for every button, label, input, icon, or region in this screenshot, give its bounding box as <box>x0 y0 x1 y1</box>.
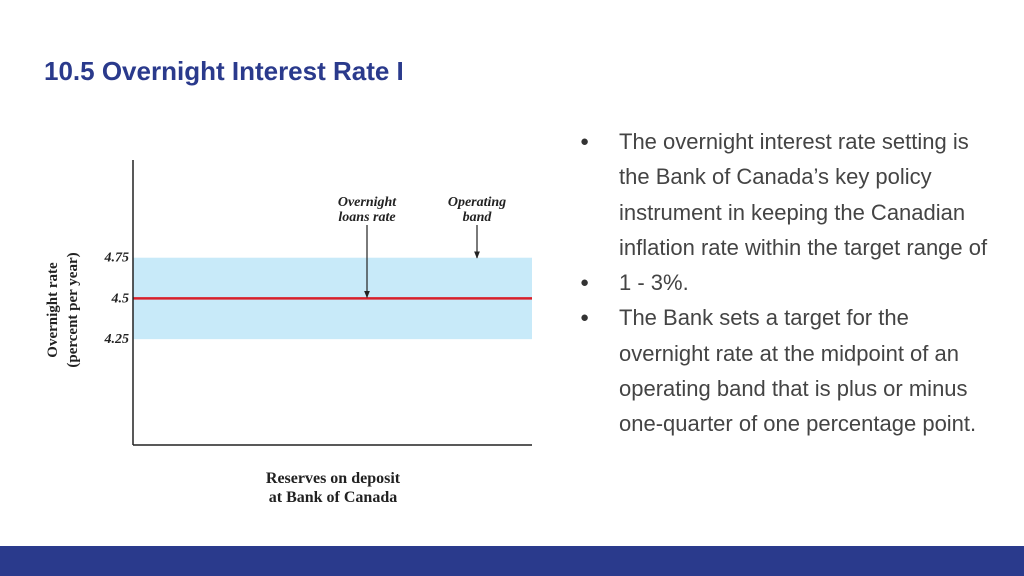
bullet-item <box>580 124 1000 265</box>
x-axis-label: Reserves on deposit <box>265 470 401 487</box>
y-tick-label: 4.25 <box>104 332 129 348</box>
bullet-text: The overnight interest rate setting is the Bank of Canada’s key policy instrument in keeping the Canadian inflation rate within the target range of <box>619 129 988 260</box>
y-axis-label: (percent per year) <box>65 252 81 368</box>
bullet-dot-icon: ● <box>580 309 590 327</box>
y-tick-label: 4.75 <box>104 250 129 266</box>
footer-bar <box>0 546 1024 576</box>
y-tick-label: 4.5 <box>111 291 129 307</box>
annotation-label: Overnight <box>337 195 397 210</box>
bullet-dot-icon: ● <box>580 133 590 150</box>
annotation-label: Operating <box>447 195 507 210</box>
bullet-list <box>580 124 1000 442</box>
overnight-rate-chart <box>0 140 560 520</box>
slide-title: 10.5 Overnight Interest Rate I <box>44 56 404 86</box>
bullet-text: 1 - 3%. <box>619 270 689 296</box>
annotation-label: loans rate <box>338 210 396 225</box>
bullet-text: The Bank sets a target for the overnight rate at the midpoint of an operating band that is plus or minus one-quarter of one percentage point. <box>619 305 977 437</box>
y-axis-label: Overnight rate <box>45 262 61 358</box>
annotation-label: band <box>462 210 492 225</box>
x-axis-label: at Bank of Canada <box>268 489 398 506</box>
bullet-item <box>580 265 1000 300</box>
bullet-item <box>580 300 1000 441</box>
overnight-rate-figure <box>0 140 560 520</box>
bullet-dot-icon: ● <box>580 274 590 292</box>
